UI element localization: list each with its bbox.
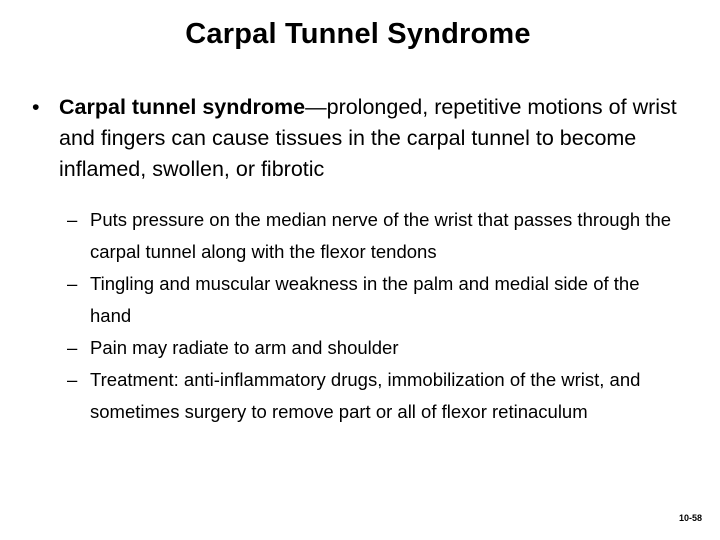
main-bullet (32, 92, 692, 185)
main-bullet-term: Carpal tunnel syndrome (59, 95, 306, 119)
sub-bullet-item (67, 204, 682, 268)
sub-bullet-text: Treatment: anti-inflammatory drugs, immobilization of the wrist, and sometimes surgery to remove part or all of flexor retinaculum (90, 369, 641, 422)
sub-bullet-text: Tingling and muscular weakness in the palm and medial side of the hand (90, 273, 640, 326)
page-number: 10-58 (678, 513, 702, 523)
sub-bullet-item (67, 332, 682, 364)
sub-bullet-list (67, 204, 682, 428)
sub-bullet-marker: – (67, 273, 78, 294)
sub-bullet-marker: – (67, 209, 78, 230)
sub-bullet-text: Pain may radiate to arm and shoulder (90, 337, 399, 358)
sub-bullet-item (67, 364, 682, 428)
main-bullet-text: —prolonged, repetitive motions of wrist and fingers can cause tissues in the carpal tunnel to become inflamed, swollen, or fibrotic (59, 95, 677, 181)
slide-title: Carpal Tunnel Syndrome (185, 18, 531, 50)
sub-bullet-item (67, 268, 682, 332)
main-bullet-row (32, 92, 692, 185)
main-bullet-marker: • (32, 95, 40, 119)
sub-bullet-marker: – (67, 369, 78, 390)
sub-bullet-text: Puts pressure on the median nerve of the wrist that passes through the carpal tunnel along with the flexor tendons (90, 209, 672, 262)
sub-bullet-marker: – (67, 337, 78, 358)
